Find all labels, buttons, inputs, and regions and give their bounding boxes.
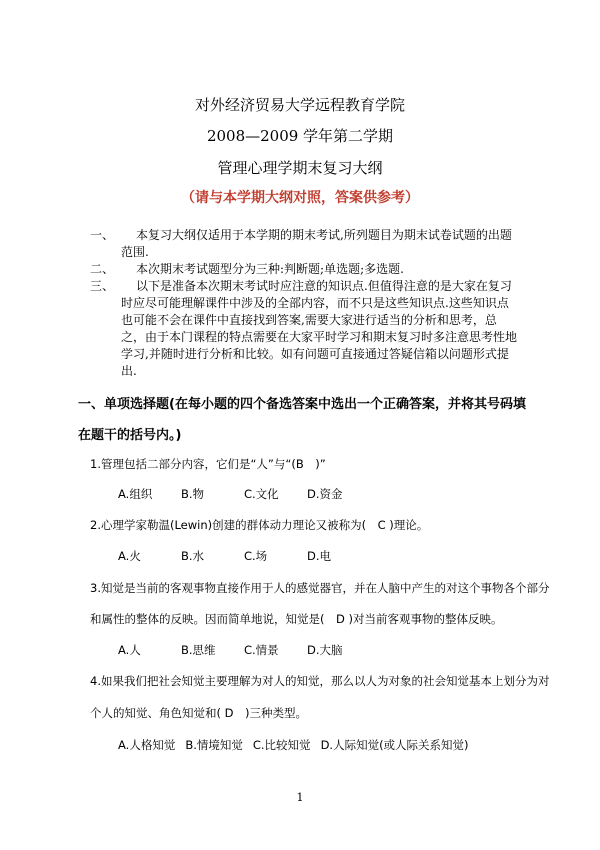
answer-option: B.思维 [181, 643, 216, 657]
question-text: 3.知觉是当前的客观事物直接作用于人的感觉器官，并在人脑中产生的对这个事物各个部分 [90, 581, 550, 595]
reference-note: （请与本学期大纲对照，答案供参考） [181, 190, 419, 206]
section-heading-line: 在题干的括号内。) [78, 428, 182, 443]
answer-option: A.人 [118, 643, 141, 657]
intro-item-number: 三、 [90, 279, 115, 293]
question-text: 2.心理学家勒温(Lewin)创建的群体动力理论又被称为( C )理论。 [90, 518, 429, 532]
question-text: 1.管理包括二部分内容，它们是“人”与“(B )” [90, 457, 326, 471]
answer-option: D.资金 [307, 487, 343, 501]
answer-option: B.物 [181, 487, 205, 501]
answer-option: B.情境知觉 [185, 738, 243, 752]
question-text: 4.如果我们把社会知觉主要理解为对人的知觉，那么以人为对象的社会知觉基本上划分为对 [90, 674, 550, 688]
answer-option: D.人际知觉(或人际关系知觉) [320, 738, 469, 752]
answer-options [118, 548, 370, 564]
intro-item-text: 以下是准备本次期末考试时应注意的知识点.但值得注意的是大家在复习时应尽可能理解课件中涉及的全部内容，而不只是这些知识点.这些知识点也可能不会在课件中直接找到答案,需要大家进行适当的分析和思考，总之，由于本门课程的特点需要在大家平时学习和期末复习时多注意思考性地学习,并随时进行分析和比较。如有问题可直接通过答疑信箱以问题形式提出. [121, 279, 518, 378]
answer-option: C.情景 [244, 643, 279, 657]
answer-option: A.组织 [118, 487, 153, 501]
answer-option: D.电 [307, 549, 332, 563]
answer-option: B.水 [181, 549, 205, 563]
answer-options [118, 737, 479, 753]
document-title: 管理心理学期末复习大纲 [217, 159, 383, 177]
answer-option: D.大脑 [307, 643, 343, 657]
answer-options [118, 486, 370, 502]
answer-option: C.比较知觉 [252, 738, 311, 752]
page-number: 1 [296, 791, 304, 804]
question-text: 个人的知觉、角色知觉和( D )三种类型。 [90, 706, 307, 720]
intro-item-text: 本复习大纲仅适用于本学期的期末考试,所列题目为期末试卷试题的出题范围. [121, 228, 512, 259]
answer-option: A.人格知觉 [118, 738, 176, 752]
intro-item [90, 278, 520, 380]
institution-heading: 对外经济贸易大学远程教育学院 [194, 96, 405, 114]
answer-options [118, 642, 370, 658]
answer-option: C.场 [244, 549, 268, 563]
answer-option: A.火 [118, 549, 141, 563]
term-heading: 2008—2009 学年第二学期 [206, 127, 394, 145]
intro-item-number: 二、 [90, 262, 115, 276]
intro-item-number: 一、 [90, 228, 115, 242]
section-heading-line: 一、单项选择题(在每小题的四个备选答案中选出一个正确答案，并将其号码填 [78, 397, 526, 412]
intro-item [90, 227, 520, 261]
answer-option: C.文化 [244, 487, 279, 501]
question-text: 和属性的整体的反映。因而简单地说，知觉是( D )对当前客观事物的整体反映。 [90, 612, 503, 626]
intro-item-text: 本次期末考试题型分为三种:判断题;单选题;多选题. [136, 262, 404, 276]
intro-item [90, 261, 520, 278]
